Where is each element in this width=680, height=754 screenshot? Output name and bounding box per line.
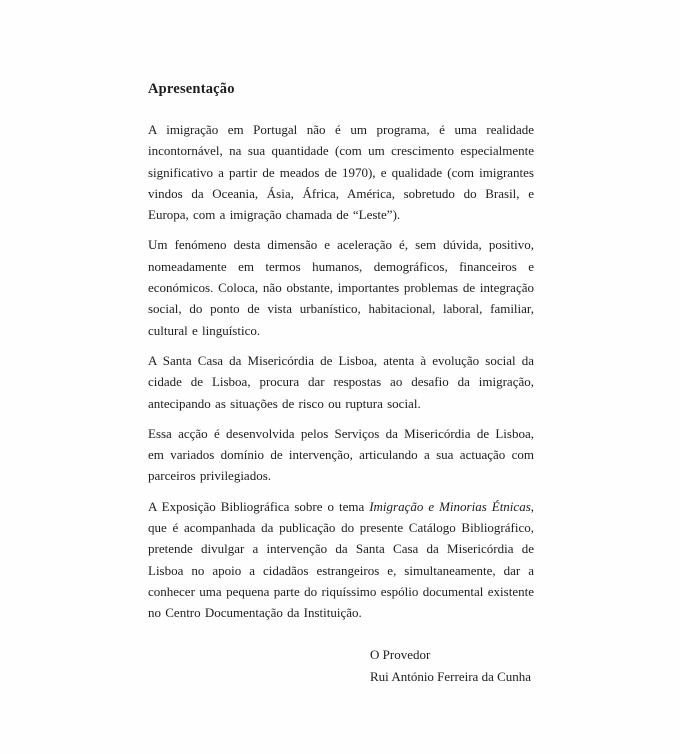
final-paragraph-rest: , que é acompanhada da publicação do presente Catálogo Bibliográfico, pretende divulgar a intervenção da Santa Casa da Misericórdia de Lisboa no apoio a cidadãos estrangeiros e, simultaneamente, dar a conhecer uma pequena parte do riquíssimo espólio documental existente no Centro Documentação da Instituição. [148,498,534,621]
page-title: Apresentação [148,81,235,97]
page-content [148,80,534,689]
paragraph-immigration-reality: A imigração em Portugal não é um programa, é uma realidade incontornável, na sua quantidade (com um crescimento especialmente significativo a partir de meados de 1970), e qualidade (com imigrantes vindos da Oceania, Ásia, África, América, sobretudo do Brasil, e Europa, com a imigração chamada de “Leste”). [148,122,534,223]
paragraph-exposicao-bibliografica [148,496,534,624]
signature-name: Rui António Ferreira da Cunha [370,669,532,685]
exhibition-theme-italic: Imigração e Minorias Étnicas [369,498,531,514]
paragraph-servicos-misericordia: Essa acção é desenvolvida pelos Serviços da Misericórdia de Lisboa, em variados domínio de intervenção, articulando a sua actuação com parceiros privilegiados. [148,425,534,484]
signature-block [370,644,534,689]
paragraph-santa-casa: A Santa Casa da Misericórdia de Lisboa, atenta à evolução social da cidade de Lisboa, procura dar respostas ao desafio da imigração, antecipando as situações de risco ou ruptura social. [148,352,534,411]
signature-role: O Provedor [370,646,431,662]
paragraph-phenomenon-dimension: Um fenómeno desta dimensão e aceleração é, sem dúvida, positivo, nomeadamente em termos humanos, demográficos, financeiros e económicos. Coloca, não obstante, importantes problemas de integração social, do ponto de vista urbanístico, habitacional, laboral, familiar, cultural e linguístico. [148,237,534,338]
final-paragraph-lead: A Exposição Bibliográfica sobre o tema [148,498,370,514]
